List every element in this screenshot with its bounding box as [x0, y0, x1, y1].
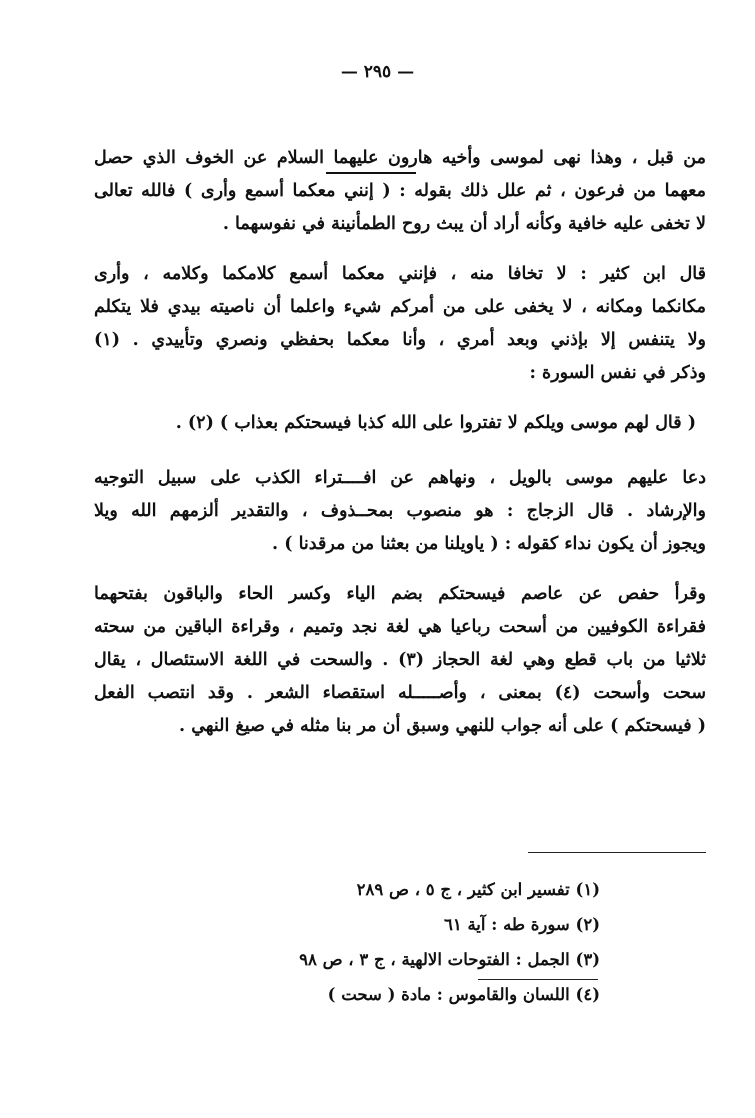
- main-text: [94, 142, 706, 760]
- text-line: ولا يتنفس إلا بإذني وبعد أمري ، وأنا معكما بحفظي ونصري وتأييدي . (١): [94, 330, 706, 350]
- footnote-3: (٣) الجمل : الفتوحات الالهية ، ج ٣ ، ص ٩٨: [299, 950, 600, 969]
- quran-quote: [94, 407, 706, 440]
- paragraph-3: [94, 462, 706, 561]
- text-line: لا تخفى عليه خافية وكأنه أراد أن يبث روح الطمأنينة في نفوسهما .: [222, 214, 706, 234]
- text-line: ( فيسحتكم ) على أنه جواب للنهي وسبق أن مر بنا مثله في صيغ النهي .: [179, 716, 706, 736]
- paragraph-2: [94, 258, 706, 390]
- text-line: سحت وأسحت (٤) بمعنى ، وأصـــــله استقصاء الشعر . وقد انتصب الفعل: [94, 683, 706, 703]
- text-line: فقراءة الكوفيين من أسحت رباعيا هي لغة نجد وتميم ، وقراءة الباقين من سحته: [94, 617, 706, 637]
- text-line: دعا عليهم موسى بالويل ، ونهاهم عن افــــتراء الكذب على سبيل التوجيه: [94, 468, 706, 488]
- footnotes: [300, 872, 600, 1012]
- text-line: معهما من فرعون ، ثم علل ذلك بقوله : ( إنني معكما أسمع وأرى ) فالله تعالى: [94, 181, 706, 201]
- paragraph-4: [94, 578, 706, 743]
- text-line: قال ابن كثير : لا تخافا منه ، فإنني معكما أسمع كلامكما وكلامه ، وأرى: [94, 264, 706, 284]
- page-number: — ٢٩٥ —: [340, 62, 415, 82]
- footnote-divider: [528, 852, 706, 853]
- footnote-2: (٢) سورة طه : آية ٦١: [443, 915, 600, 934]
- text-line: ثلاثيا من باب قطع وهي لغة الحجاز (٣) . والسحت في اللغة الاستئصال ، يقال: [94, 650, 706, 670]
- paragraph-1: [94, 142, 706, 241]
- text-line: وقرأ حفص عن عاصم فيسحتكم بضم الياء وكسر الحاء والباقون بفتحهما: [94, 584, 706, 604]
- text-line: مكانكما ومكانه ، لا يخفى على من أمركم شيء واعلما أن ناصيته بيدي فلا يتكلم: [94, 297, 706, 317]
- text-line: ويجوز أن يكون نداء كقوله : ( ياويلنا من بعثنا من مرقدنا ) .: [272, 534, 706, 554]
- quote-line: ( قال لهم موسى ويلكم لا تفتروا على الله كذبا فيسحتكم بعذاب ) (٢) .: [175, 413, 696, 433]
- footnote-4: (٤) اللسان والقاموس : مادة ( سحت ): [327, 985, 600, 1004]
- text-line: وذكر في نفس السورة :: [529, 363, 706, 383]
- footnote-1: (١) تفسير ابن كثير ، ج ٥ ، ص ٢٨٩: [356, 880, 600, 899]
- quote-underline: [326, 172, 416, 174]
- footnote-underline: [478, 979, 598, 980]
- text-line: والإرشاد . قال الزجاج : هو منصوب بمحــذوف ، والتقدير ألزمهم الله ويلا: [94, 501, 706, 521]
- text-line: من قبل ، وهذا نهى لموسى وأخيه هارون عليهما السلام عن الخوف الذي حصل: [94, 148, 706, 168]
